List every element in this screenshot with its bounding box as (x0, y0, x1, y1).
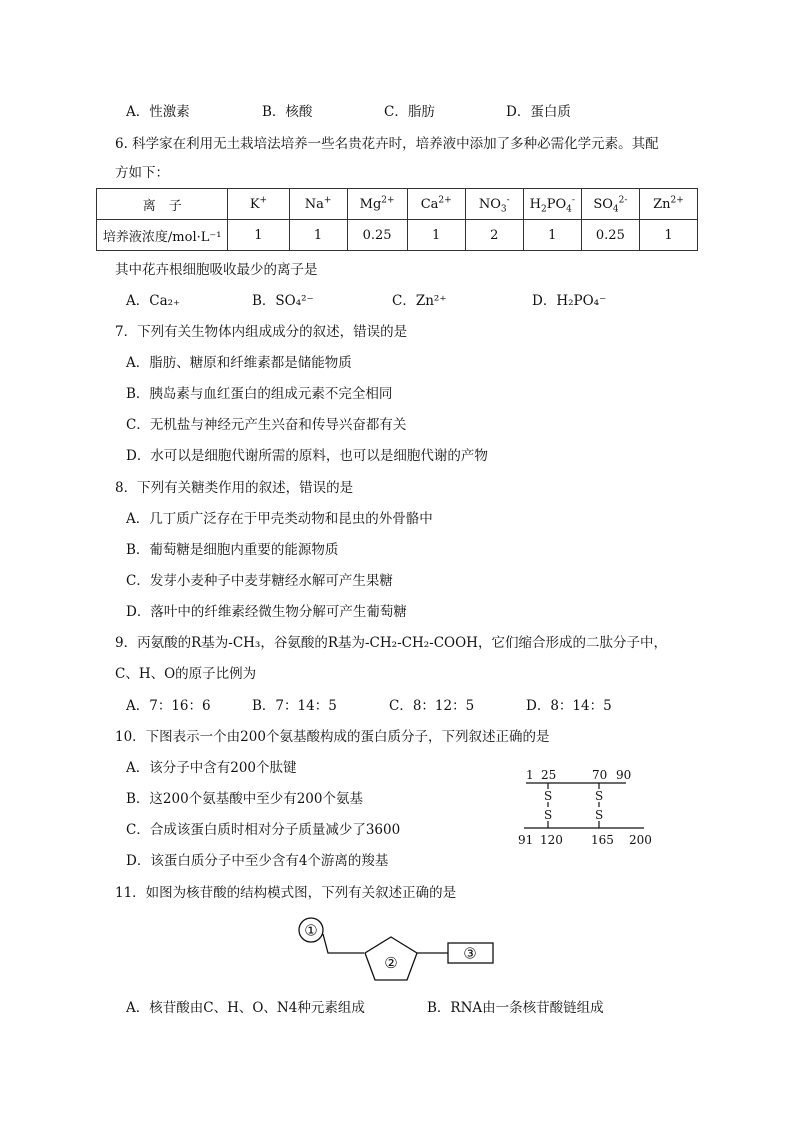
q8-option-b: B．葡萄糖是细胞内重要的能源物质 (126, 542, 339, 558)
q7-option-b: B．胰岛素与血红蛋白的组成元素不完全相同 (126, 386, 393, 402)
q10-option-d: D．该蛋白质分子中至少含有4个游离的羧基 (126, 853, 389, 869)
table-cell: 1 (639, 220, 697, 251)
ion-ca: $Ca^{2+}$ (407, 189, 465, 220)
q7-option-a: A．脂肪、糖原和纤维素都是储能物质 (126, 355, 352, 371)
pentose-label: ② (384, 954, 398, 972)
top-label-1: 1 (526, 768, 534, 782)
bottom-label-165: 165 (591, 833, 614, 847)
q9-stem-line2: C、H、O的原子比例为 (115, 666, 257, 682)
q10-option-b: B．这200个氨基酸中至少有200个氨基 (126, 791, 363, 807)
q9-stem-line1: 9．丙氨酸的R基为-CH₃，谷氨酸的R基为-CH₂-CH₂-COOH，它们缩合形成的二肽分子中， (115, 635, 667, 651)
q5-option-d: D．蛋白质 (506, 104, 571, 120)
q9-option-d: D．8：14：5 (526, 698, 612, 714)
q10-option-a: A．该分子中含有200个肽键 (126, 760, 297, 776)
table-header-concentration: 培养液浓度/mol·L⁻¹ (97, 220, 228, 251)
q7-stem: 7．下列有关生物体内组成成分的叙述，错误的是 (115, 324, 408, 340)
sulfur-label: S (595, 808, 604, 822)
ion-zn: $Zn^{2+}$ (639, 189, 697, 220)
table-cell: 1 (289, 220, 347, 251)
q8-stem: 8．下列有关糖类作用的叙述，错误的是 (115, 480, 354, 496)
protein-disulfide-diagram (510, 762, 660, 852)
phosphate-label: ① (304, 921, 318, 940)
q11-option-a: A．核苷酸由C、H、O、N4种元素组成 (126, 1000, 365, 1016)
ion-concentration-table (96, 188, 698, 251)
ion-h2po4: $H_2PO_4^-$ (523, 189, 581, 220)
top-label-25: 25 (541, 768, 557, 782)
sulfur-label: S (544, 808, 553, 822)
bottom-label-200: 200 (629, 833, 652, 847)
table-cell: 1 (228, 220, 289, 251)
q7-option-d: D．水可以是细胞代谢所需的原料，也可以是细胞代谢的产物 (126, 448, 488, 464)
connector-line (323, 934, 364, 953)
ion-so4: $SO_4^{2-}$ (581, 189, 639, 220)
table-cell: 2 (465, 220, 523, 251)
q9-option-b: B．7：14：5 (252, 698, 337, 714)
q8-option-a: A．几丁质广泛存在于甲壳类动物和昆虫的外骨骼中 (126, 511, 433, 527)
table-cell: 0.25 (347, 220, 407, 251)
q6-option-a: A．Ca₂₊ (126, 293, 181, 309)
q7-option-c: C．无机盐与神经元产生兴奋和传导兴奋都有关 (126, 417, 407, 433)
q11-option-b: B．RNA由一条核苷酸链组成 (427, 1000, 604, 1016)
nucleotide-structure-diagram (294, 914, 500, 986)
top-label-70: 70 (592, 768, 608, 782)
table-cell: 1 (523, 220, 581, 251)
q9-option-a: A．7：16：6 (126, 698, 211, 714)
table-header-ion: 离 子 (97, 189, 228, 220)
q5-option-c: C．脂肪 (384, 104, 435, 120)
ion-na: Na+ (289, 189, 347, 220)
table-cell: 0.25 (581, 220, 639, 251)
q11-stem: 11．如图为核苷酸的结构模式图，下列有关叙述正确的是 (115, 885, 457, 901)
q6-option-d: D．H₂PO₄⁻ (532, 293, 607, 309)
q5-option-b: B．核酸 (262, 104, 313, 120)
base-label: ③ (463, 944, 477, 963)
sulfur-label: S (595, 789, 604, 803)
q5-option-a: A．性激素 (126, 104, 190, 120)
q8-option-c: C．发芽小麦种子中麦芽糖经水解可产生果糖 (126, 573, 393, 589)
bottom-label-120: 120 (540, 833, 563, 847)
table-row-values (97, 220, 698, 251)
top-label-90: 90 (616, 768, 632, 782)
q6-stem-line2: 方如下： (115, 165, 169, 181)
q9-option-c: C．8：12：5 (389, 698, 475, 714)
table-cell: 1 (407, 220, 465, 251)
q6-question: 其中花卉根细胞吸收最少的离子是 (115, 262, 318, 278)
ion-no3: $NO_3^-$ (465, 189, 523, 220)
q6-option-c: C．Zn²⁺ (392, 293, 447, 309)
q6-stem-line1: 6. 科学家在利用无土栽培法培养一些名贵花卉时，培养液中添加了多种必需化学元素。其配 (115, 136, 659, 152)
q6-option-b: B．SO₄²⁻ (252, 293, 314, 309)
bottom-label-91: 91 (518, 833, 534, 847)
ion-k: K+ (228, 189, 289, 220)
table-row-ions (97, 189, 698, 220)
sulfur-label: S (544, 789, 553, 803)
q8-option-d: D．落叶中的纤维素经微生物分解可产生葡萄糖 (126, 604, 407, 620)
q10-option-c: C．合成该蛋白质时相对分子质量减少了3600 (126, 822, 401, 838)
ion-mg: $Mg^{2+}$ (347, 189, 407, 220)
q10-stem: 10．下图表示一个由200个氨基酸构成的蛋白质分子，下列叙述正确的是 (115, 729, 550, 745)
